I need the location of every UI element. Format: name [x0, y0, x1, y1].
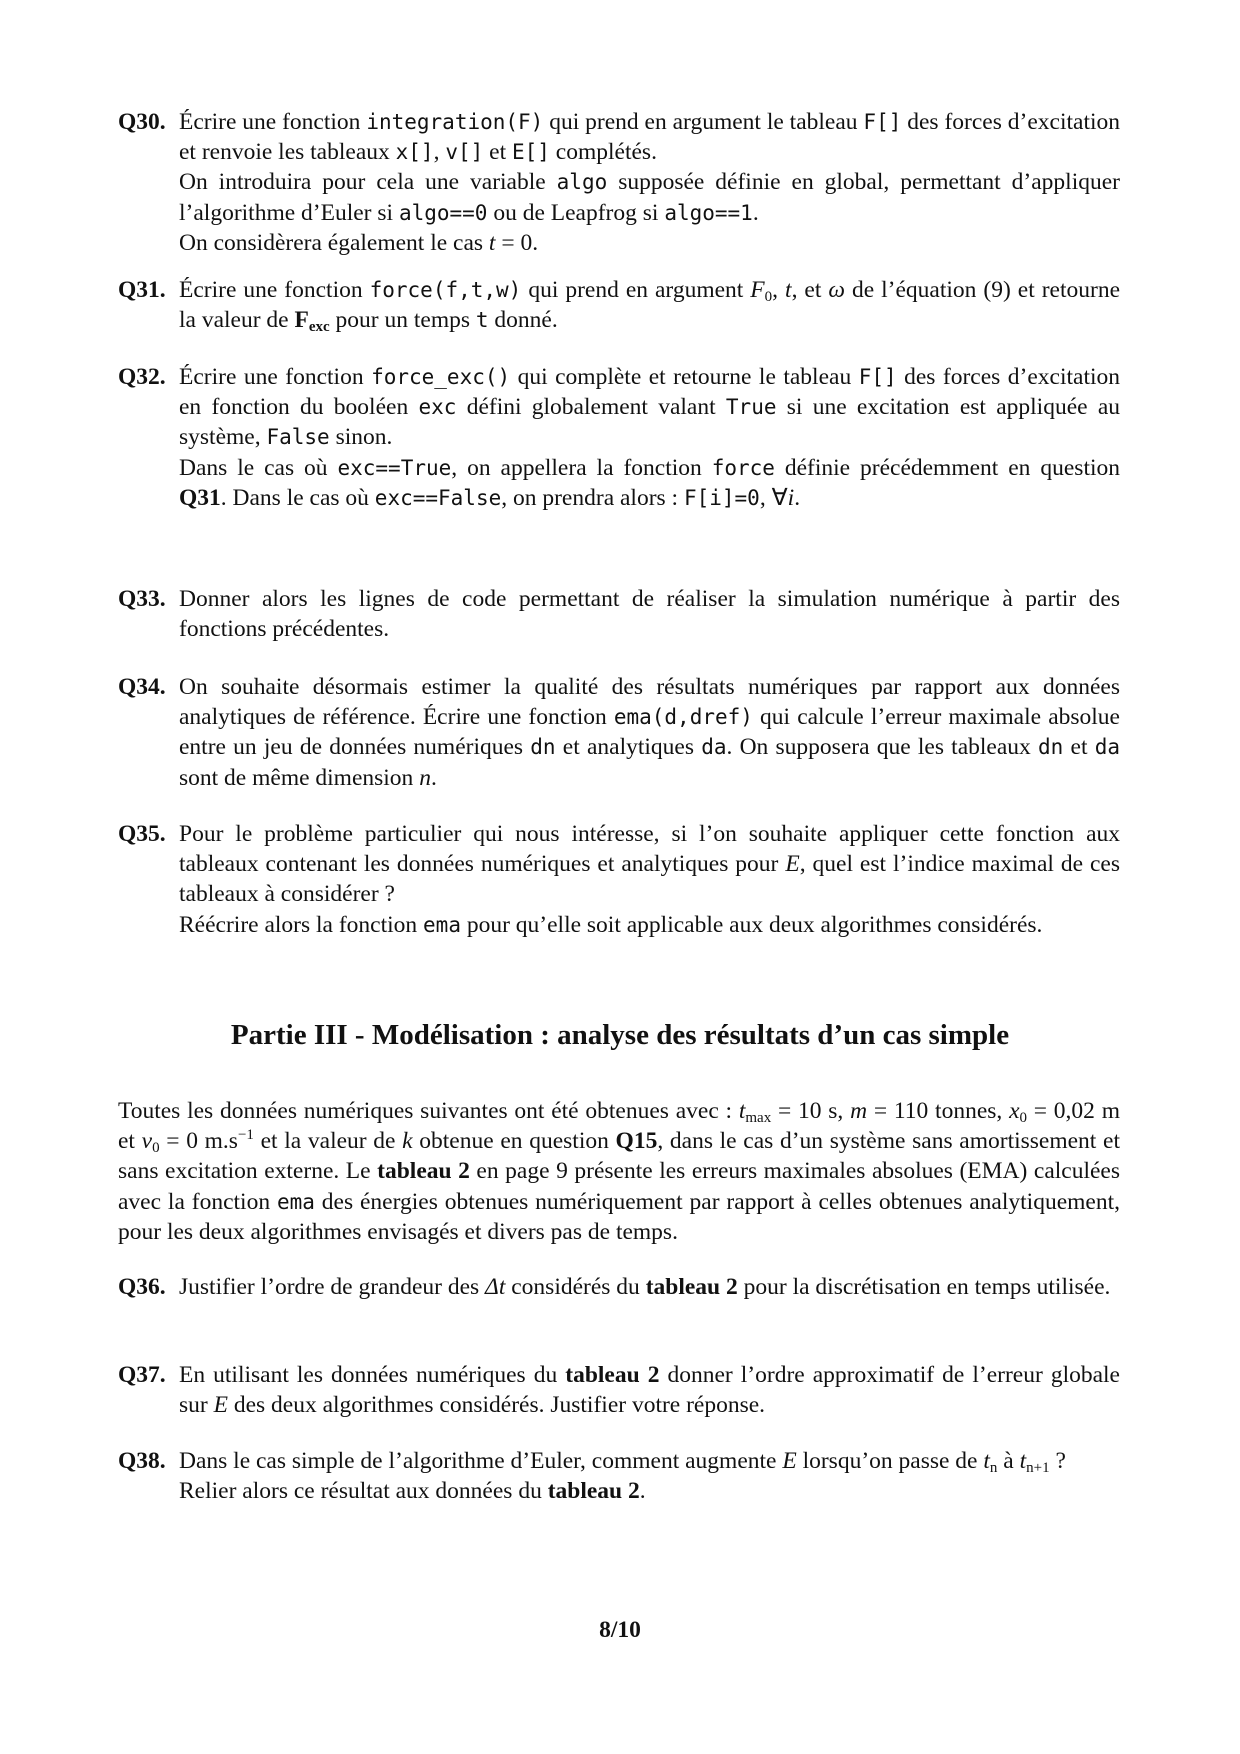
text: Écrire une fonction: [179, 364, 372, 390]
text: qui calcule l’erreur maximale absolue entre un jeu de données numériques: [179, 704, 1120, 761]
paragraph: [179, 362, 1120, 453]
paragraph: [179, 1272, 1120, 1302]
text: considérés du: [505, 1274, 646, 1300]
bold-ref: tableau 2: [377, 1158, 470, 1185]
text: .: [639, 1478, 646, 1505]
text: sinon.: [329, 424, 393, 451]
text: , et: [791, 277, 829, 303]
code: x[]: [395, 140, 434, 165]
math-var: v: [141, 1128, 153, 1155]
question-number: Q37.: [118, 1362, 166, 1388]
math-var: t: [983, 1448, 990, 1474]
question-body: [179, 1272, 1120, 1302]
paragraph: [179, 275, 1120, 335]
question-body: [179, 819, 1120, 940]
text: = 0,02 m et: [118, 1098, 1120, 1155]
text: Écrire une fonction: [179, 277, 370, 303]
paragraph: [179, 819, 1120, 910]
code: algo==1: [664, 200, 753, 225]
text: complétés.: [549, 139, 657, 166]
subscript: max: [745, 1110, 772, 1126]
code: algo: [556, 170, 608, 195]
code: force(f,t,w): [369, 278, 522, 302]
text: .: [794, 484, 801, 511]
math-var: E: [785, 851, 800, 878]
text: ,: [772, 277, 786, 303]
text: des forces d’excitation en fonction du booléen: [179, 364, 1121, 421]
paragraph: [179, 672, 1120, 793]
code: F[i]=0: [683, 485, 760, 510]
text: qui complète et retourne le tableau: [510, 364, 859, 390]
math-var: k: [402, 1128, 413, 1155]
question-number: Q32.: [118, 364, 166, 390]
code: force: [711, 455, 775, 480]
question-body: [179, 672, 1120, 793]
text: des deux algorithmes considérés. Justifier votre réponse.: [227, 1392, 766, 1419]
subscript: 0: [1019, 1110, 1027, 1126]
text: si une excitation est appliquée au système,: [179, 394, 1121, 451]
subscript: n+1: [1026, 1460, 1050, 1476]
text: des énergies obtenues numériquement par rapport à celles obtenues analytiquement, pour les deux algorithmes envisagés et divers pas de temps.: [118, 1188, 1120, 1245]
subscript: 0: [152, 1140, 160, 1157]
text: pour la discrétisation en temps utilisée.: [737, 1274, 1111, 1300]
code: dn: [530, 735, 556, 760]
code: exc==False: [374, 485, 502, 510]
superscript: −1: [237, 1127, 254, 1144]
question-q31: [118, 275, 1120, 335]
math-var: x: [1009, 1098, 1020, 1124]
text: = 110 tonnes,: [867, 1098, 1010, 1124]
text: Écrire une fonction: [179, 109, 367, 135]
paragraph: Donner alors les lignes de code permettant de réaliser la simulation numérique à partir des fonctions précédentes.: [179, 586, 1120, 643]
text: défini globalement valant: [456, 394, 726, 421]
code: ema: [276, 1189, 315, 1214]
code: ema: [423, 912, 461, 937]
math-var: E: [782, 1448, 797, 1474]
text: qui prend en argument le tableau: [543, 109, 864, 135]
text: définie précédemment en question: [774, 454, 1120, 481]
text: et analytiques: [555, 734, 702, 761]
question-q30: [118, 107, 1120, 258]
code: exc: [418, 395, 457, 420]
text: .: [430, 764, 437, 791]
subscript: n: [989, 1460, 998, 1476]
math-var: F: [750, 277, 765, 303]
question-q33: [118, 584, 1120, 644]
question-q37: [118, 1360, 1120, 1420]
question-q32: [118, 362, 1120, 513]
text: obtenue en question: [412, 1128, 616, 1155]
text: lorsqu’on passe de: [796, 1448, 984, 1474]
text: sont de même dimension: [179, 764, 420, 791]
paragraph: [179, 453, 1120, 513]
subscript: 0: [764, 289, 773, 305]
text: Justifier l’ordre de grandeur des: [179, 1274, 486, 1300]
bold-ref: tableau 2: [547, 1478, 640, 1505]
text: Pour le problème particulier qui nous intéresse, si l’on souhaite appliquer cette fonction aux tableaux contenant les données numériques et analytiques pour: [179, 821, 1120, 878]
math-var: Δt: [485, 1274, 506, 1300]
question-body: [179, 107, 1120, 258]
math-var: i: [787, 484, 795, 511]
code: exc==True: [337, 455, 452, 480]
code: False: [266, 425, 330, 450]
question-body: [179, 1360, 1120, 1420]
paragraph: [179, 910, 1120, 940]
paragraph: [179, 1446, 1120, 1476]
code: F[]: [858, 365, 897, 389]
bold-ref: tableau 2: [565, 1362, 660, 1388]
code: algo==0: [398, 200, 488, 225]
text: donner l’ordre approximatif de l’erreur globale sur: [179, 1362, 1120, 1419]
text: et la valeur de: [253, 1128, 403, 1155]
text: , quel est l’indice maximal de ces tableaux à considérer ?: [179, 851, 1120, 908]
code: E[]: [511, 140, 550, 165]
bold-ref: Q15: [615, 1128, 658, 1155]
math-var: t: [488, 229, 496, 256]
text: . Dans le cas où: [220, 484, 375, 511]
bold-ref: tableau 2: [645, 1274, 738, 1300]
text: = 0 m.s: [159, 1128, 238, 1155]
paragraph: [179, 1360, 1120, 1420]
code: v[]: [445, 140, 484, 165]
paragraph: [179, 107, 1120, 167]
question-number: Q34.: [118, 674, 166, 700]
math-var: m: [850, 1098, 868, 1124]
math-var: t: [785, 277, 792, 303]
text: On souhaite désormais estimer la qualité des résultats numériques par rapport aux données analytiques de référence. Écrire une fonction: [179, 674, 1120, 731]
question-number: Q35.: [118, 821, 166, 847]
code: t: [475, 308, 489, 333]
question-number: Q30.: [118, 109, 166, 135]
question-q35: [118, 819, 1120, 940]
text: pour un temps: [329, 307, 476, 334]
text: Relier alors ce résultat aux données du: [179, 1478, 548, 1505]
question-body: [179, 362, 1120, 513]
question-body: [179, 1446, 1120, 1506]
bold-vector: F: [294, 307, 309, 334]
text: Réécrire alors la fonction: [179, 911, 424, 938]
paragraph: [179, 1476, 1120, 1506]
question-q38: [118, 1446, 1120, 1506]
code: da: [701, 735, 727, 760]
question-body: [179, 275, 1120, 335]
math-var: n: [419, 764, 431, 791]
question-q34: [118, 672, 1120, 793]
text: des forces d’excitation et renvoie les tableaux: [179, 109, 1120, 166]
page-number: 8/10: [599, 1617, 641, 1643]
text: On introduira pour cela une variable: [179, 169, 557, 196]
text: , on prendra alors :: [501, 484, 684, 511]
question-number: Q31.: [118, 277, 166, 303]
question-number: Q33.: [118, 586, 166, 612]
text: ,: [433, 139, 446, 166]
text: et: [1063, 734, 1095, 761]
text: Toutes les données numériques suivantes ont été obtenues avec :: [118, 1098, 739, 1124]
text: ou de Leapfrog si: [487, 199, 665, 226]
text: en page 9 présente les erreurs maximales absolues (EMA) calculées avec la fonction: [118, 1158, 1120, 1215]
text: On considèrera également le cas: [179, 229, 489, 256]
text: pour qu’elle soit applicable aux deux algorithmes considérés.: [460, 911, 1043, 938]
code: integration(F): [366, 110, 544, 134]
code: True: [725, 395, 777, 420]
text: .: [752, 199, 759, 226]
math-var: E: [213, 1392, 228, 1419]
text: et: [483, 139, 512, 166]
text: . On supposera que les tableaux: [726, 734, 1038, 761]
text: de l’équation (9) et retourne la valeur de: [179, 277, 1121, 334]
question-number: Q36.: [118, 1274, 166, 1300]
math-var: t: [738, 1098, 746, 1124]
math-var: ω: [828, 277, 845, 303]
question-number: Q38.: [118, 1448, 166, 1474]
code: F[]: [863, 110, 902, 134]
text: = 0.: [495, 229, 539, 256]
text: , on appellera la fonction: [451, 454, 712, 481]
paragraph: [179, 167, 1120, 227]
text: , ∀: [759, 484, 788, 511]
text: , dans le cas d’un système sans amortissement et sans excitation externe. Le: [118, 1128, 1120, 1185]
text: Dans le cas où: [179, 454, 338, 481]
section-title: Partie III - Modélisation : analyse des résultats d’un cas simple: [230, 1019, 1010, 1051]
text: En utilisant les données numériques du: [179, 1362, 566, 1388]
text: à: [997, 1448, 1020, 1474]
paragraph: [179, 228, 1120, 258]
bold-ref: Q31: [179, 484, 221, 511]
question-q36: [118, 1272, 1120, 1302]
text: ?: [1049, 1448, 1066, 1474]
subscript: exc: [308, 319, 330, 336]
code: dn: [1038, 735, 1064, 760]
question-body: [179, 584, 1120, 644]
text: Dans le cas simple de l’algorithme d’Euler, comment augmente: [179, 1448, 783, 1474]
code: da: [1094, 735, 1120, 760]
text: = 10 s,: [771, 1098, 851, 1124]
code: ema(d,dref): [613, 705, 753, 730]
code: force_exc(): [371, 365, 511, 389]
math-var: t: [1019, 1448, 1027, 1474]
text: supposée définie en global, permettant d’appliquer l’algorithme d’Euler si: [179, 169, 1120, 226]
text: donné.: [488, 307, 558, 334]
text: qui prend en argument: [521, 277, 751, 303]
intro-paragraph: [118, 1096, 1120, 1247]
